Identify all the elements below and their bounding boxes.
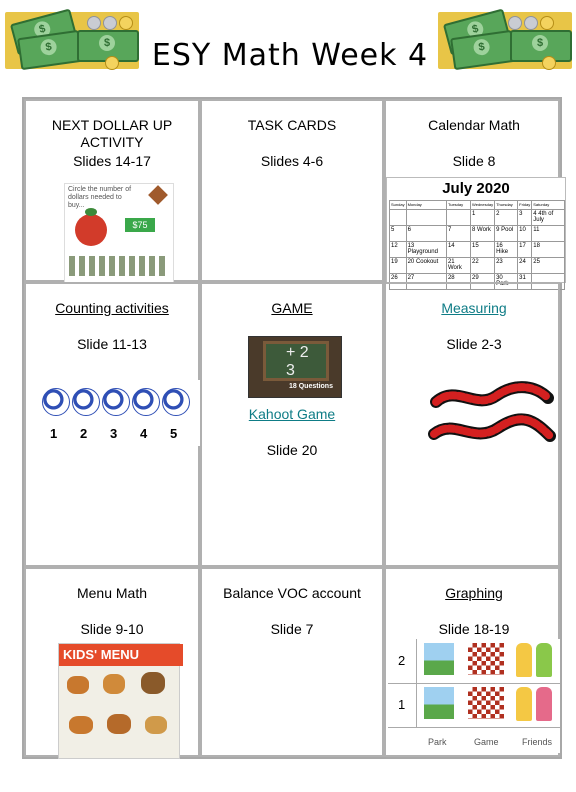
cell-slides: Slides 14-17 bbox=[73, 153, 151, 169]
cell-next-dollar-up bbox=[24, 99, 200, 282]
cell-title: NEXT DOLLAR UP ACTIVITY bbox=[51, 117, 173, 150]
day-cell: 23 bbox=[495, 258, 518, 274]
food-icon bbox=[145, 716, 167, 734]
day-cell: 13 Playground bbox=[406, 242, 446, 258]
day-cell: 1 bbox=[471, 210, 495, 226]
cell-slides: Slide 18-19 bbox=[438, 621, 510, 637]
cell-measuring bbox=[384, 282, 560, 567]
money-banner-left bbox=[5, 12, 139, 69]
coin-icon bbox=[105, 56, 119, 70]
coin-icon bbox=[87, 16, 101, 30]
kahoot-image bbox=[248, 336, 342, 398]
day-header: Saturday bbox=[532, 201, 565, 210]
graph-col-label: Friends bbox=[522, 737, 553, 747]
friend-icon bbox=[536, 687, 552, 721]
ball-icon bbox=[102, 388, 130, 416]
park-icon bbox=[424, 687, 454, 719]
coin-icon bbox=[540, 16, 554, 30]
day-cell: 28 bbox=[446, 274, 470, 290]
day-cell: 16 Hike bbox=[495, 242, 518, 258]
cell-calendar-math bbox=[384, 99, 560, 287]
day-cell: 9 Pool bbox=[495, 226, 518, 242]
ball-icon bbox=[72, 388, 100, 416]
day-cell: 12 bbox=[390, 242, 407, 258]
graph-col-label: Park bbox=[428, 737, 447, 747]
page-title: ESY Math Week 4 bbox=[151, 38, 429, 73]
coin-icon bbox=[542, 56, 556, 70]
day-cell: 25 bbox=[532, 258, 565, 274]
cell-title: Balance VOC account bbox=[223, 585, 361, 601]
friend-icon bbox=[516, 687, 532, 721]
graph-col-label: Game bbox=[474, 737, 499, 747]
menu-heading: KIDS' MENU bbox=[59, 644, 183, 666]
coin-icon bbox=[119, 16, 133, 30]
count-number: 2 bbox=[80, 426, 88, 441]
calendar-heading: July 2020 bbox=[442, 180, 510, 197]
cell-slides: Slide 11-13 bbox=[77, 336, 147, 352]
graph-row-label: 2 bbox=[398, 653, 406, 668]
day-cell: 10 bbox=[518, 226, 532, 242]
coin-icon bbox=[103, 16, 117, 30]
day-cell bbox=[406, 210, 446, 226]
day-cell bbox=[446, 210, 470, 226]
day-cell: 26 bbox=[390, 274, 407, 290]
ball-icon bbox=[132, 388, 160, 416]
cell-graphing bbox=[384, 567, 560, 757]
money-banner-right bbox=[438, 12, 572, 69]
cell-slides: Slide 2-3 bbox=[446, 336, 502, 352]
friend-icon bbox=[516, 643, 532, 677]
park-icon bbox=[424, 643, 454, 675]
day-cell: 17 bbox=[518, 242, 532, 258]
cell-slides: Slides 4-6 bbox=[260, 153, 324, 169]
day-cell: 4 4th of July bbox=[532, 210, 565, 226]
ball-icon bbox=[42, 388, 70, 416]
day-cell: 30 Park bbox=[495, 274, 518, 290]
day-cell: 5 bbox=[390, 226, 407, 242]
day-cell: 7 bbox=[446, 226, 470, 242]
price-tag: $75 bbox=[125, 218, 155, 232]
ball-icon bbox=[162, 388, 190, 416]
cell-task-cards bbox=[200, 99, 384, 282]
cell-title: GAME bbox=[271, 300, 313, 316]
cell-balance-voc bbox=[200, 567, 384, 757]
coin-icon bbox=[524, 16, 538, 30]
checkers-icon bbox=[468, 687, 504, 719]
food-icon bbox=[103, 674, 125, 694]
food-icon bbox=[69, 716, 93, 734]
day-cell: 2 bbox=[495, 210, 518, 226]
cell-title: Graphing bbox=[445, 585, 503, 601]
cell-menu-math bbox=[24, 567, 200, 757]
cell-title: TASK CARDS bbox=[247, 117, 337, 133]
day-cell: 8 Work bbox=[471, 226, 495, 242]
day-cell: 29 bbox=[471, 274, 495, 290]
cell-game bbox=[200, 282, 384, 567]
day-cell: 22 bbox=[471, 258, 495, 274]
dollar-activity-image bbox=[64, 183, 174, 283]
day-header: Wednesday bbox=[471, 201, 495, 210]
day-cell: 11 bbox=[532, 226, 565, 242]
dollar-bills-row bbox=[69, 256, 167, 276]
day-cell: 31 bbox=[518, 274, 532, 290]
burger-icon bbox=[141, 672, 165, 694]
checkers-icon bbox=[468, 643, 504, 675]
day-cell: 18 bbox=[532, 242, 565, 258]
counting-balls-image bbox=[38, 380, 202, 446]
day-cell: 15 bbox=[471, 242, 495, 258]
badge-icon bbox=[148, 185, 168, 205]
food-icon bbox=[67, 676, 89, 694]
day-header: Friday bbox=[518, 201, 532, 210]
day-cell: 3 bbox=[518, 210, 532, 226]
coin-icon bbox=[508, 16, 522, 30]
day-cell: 19 bbox=[390, 258, 407, 274]
leaf-icon bbox=[85, 208, 97, 216]
graph-image bbox=[388, 639, 560, 753]
cell-slides: Slide 8 bbox=[452, 153, 496, 169]
cell-slides: Slide 9-10 bbox=[80, 621, 144, 637]
day-header: Monday bbox=[406, 201, 446, 210]
cell-title: Menu Math bbox=[76, 585, 148, 601]
image-caption: Circle the number of dollars needed to buy... bbox=[68, 186, 132, 209]
dollar-bill-icon bbox=[510, 30, 572, 62]
cell-counting bbox=[24, 282, 200, 567]
measuring-link[interactable]: Measuring bbox=[441, 300, 507, 316]
day-cell bbox=[390, 210, 407, 226]
calendar-table bbox=[389, 200, 565, 290]
day-cell: 14 bbox=[446, 242, 470, 258]
cell-title: Counting activities bbox=[55, 300, 169, 316]
day-header: Tuesday bbox=[446, 201, 470, 210]
day-cell: 24 bbox=[518, 258, 532, 274]
day-cell: 20 Cookout bbox=[406, 258, 446, 274]
worms-image bbox=[426, 380, 556, 450]
friend-icon bbox=[536, 643, 552, 677]
day-cell: 27 bbox=[406, 274, 446, 290]
graph-row-label: 1 bbox=[398, 697, 406, 712]
tomato-icon bbox=[75, 214, 107, 246]
count-number: 1 bbox=[50, 426, 58, 441]
activity-grid bbox=[22, 97, 562, 759]
questions-badge: 18 Questions bbox=[289, 383, 333, 390]
chalkboard-icon: + 2 3 bbox=[263, 341, 329, 381]
count-number: 5 bbox=[170, 426, 178, 441]
food-icon bbox=[107, 714, 131, 734]
cell-title: Calendar Math bbox=[428, 117, 520, 133]
day-cell: 21 Work bbox=[446, 258, 470, 274]
day-header: Sunday bbox=[390, 201, 407, 210]
kids-menu-image bbox=[58, 643, 180, 759]
count-number: 4 bbox=[140, 426, 148, 441]
cell-slides: Slide 20 bbox=[266, 442, 318, 458]
cell-slides: Slide 7 bbox=[270, 621, 314, 637]
count-number: 3 bbox=[110, 426, 118, 441]
kahoot-game-link[interactable]: Kahoot Game bbox=[248, 406, 336, 422]
day-cell: 6 bbox=[406, 226, 446, 242]
calendar-image bbox=[386, 177, 566, 287]
day-header: Thursday bbox=[495, 201, 518, 210]
